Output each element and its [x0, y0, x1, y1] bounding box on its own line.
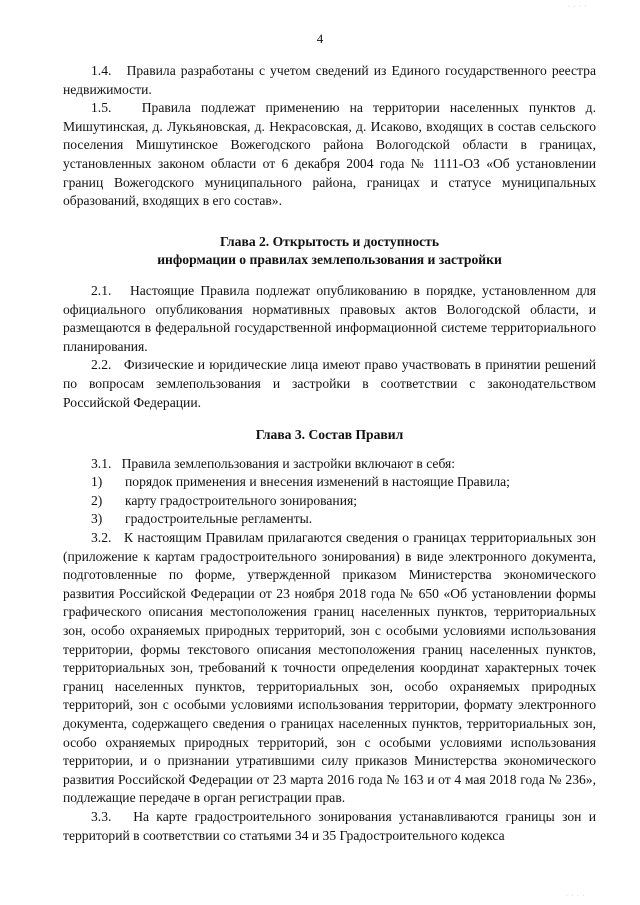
list-item-text: порядок применения и внесения изменений в настоящие Правила; [125, 474, 510, 490]
chapter-3-title: Глава 3. Состав Правил [255, 427, 404, 443]
list-item [63, 492, 596, 511]
paragraph-1-4: 1.4. Правила разработаны с учетом сведений из Единого государственного реестра недвижимости. [63, 63, 596, 97]
document-body [63, 62, 596, 845]
list-item [63, 473, 596, 492]
list-item [63, 510, 596, 529]
chapter-2-heading [63, 233, 596, 270]
chapter-2-title-line-2: информации о правилах землепользования и застройки [157, 252, 502, 268]
paragraph-3-3: 3.3. На карте градостроительного зонирования устанавливаются границы зон и территорий в соответствии со статьями 34 и 35 Градостроительного кодекса [63, 808, 596, 843]
paragraph-2-1: 2.1. Настоящие Правила подлежат опубликованию в порядке, установленном для официального опубликования нормативных правовых актов Вологодской области, и размещаются в федеральной государственной информационной системе территориального планирования. [63, 282, 596, 354]
chapter-2-title-line-1: Глава 2. Открытость и доступность [219, 233, 440, 249]
list-item-text: карту градостроительного зонирования; [125, 492, 358, 508]
paragraph-3-2: 3.2. К настоящим Правилам прилагаются сведения о границах территориальных зон (приложение к картам градостроительного зонирования) в виде электронного документа, подготовленные по форме, утвержденной приказом Министерства экономического развития Российской Федерации от 23 ноября 2018 года № 650 «Об установлении формы графического описания местоположения границ населенных пунктов, территориальных зон, особо охраняемых природных территорий, зон с особыми условиями использования территории, формы текстового описания местоположения границ населенных пунктов, территориальных зон, требований к точности определения координат характерных точек границ населенных пунктов, территориальных зон, особо охраняемых природных территорий, зон с особыми условиями использования территории, формату электронного документа, содержащего сведения о границах населенных пунктов, территориальных зон, особо охраняемых природных территорий, зон с особыми условиями использования территории, и о признании утратившими силу приказов Министерства экономического развития Российской Федерации от 23 марта 2016 года № 163 и от 4 мая 2018 года № 236», подлежащие передаче в орган регистрации прав. [63, 530, 596, 806]
list-item-number: 3) [91, 511, 103, 527]
scan-mark-bottom: · · · · [566, 893, 586, 899]
paragraph-1-5: 1.5. Правила подлежат применению на территории населенных пунктов д. Мишутинская, д. Лукьяновская, д. Некрасовская, д. Исаково, входящих в состав сельского поселения Мишутинское Вожегодского района Вологодской области в границах, установленных законом области от 6 декабря 2004 года № 1111-ОЗ «Об установлении границ Вожегодского муниципального района, границах и статусе муниципальных образований, входящих в его состав». [63, 100, 596, 209]
paragraph-3-1: 3.1. Правила землепользования и застройки включают в себя: [91, 455, 456, 471]
list-item-number: 1) [91, 474, 103, 490]
list-item-number: 2) [91, 492, 103, 508]
scan-mark-top: · · · · [568, 4, 588, 10]
page-number: 4 [316, 31, 324, 46]
list-item-text: градостроительные регламенты. [125, 511, 313, 527]
paragraph-2-2: 2.2. Физические и юридические лица имеют право участвовать в принятии решений по вопросам землепользования и застройки в соответствии с законодательством Российской Федерации. [63, 357, 596, 410]
